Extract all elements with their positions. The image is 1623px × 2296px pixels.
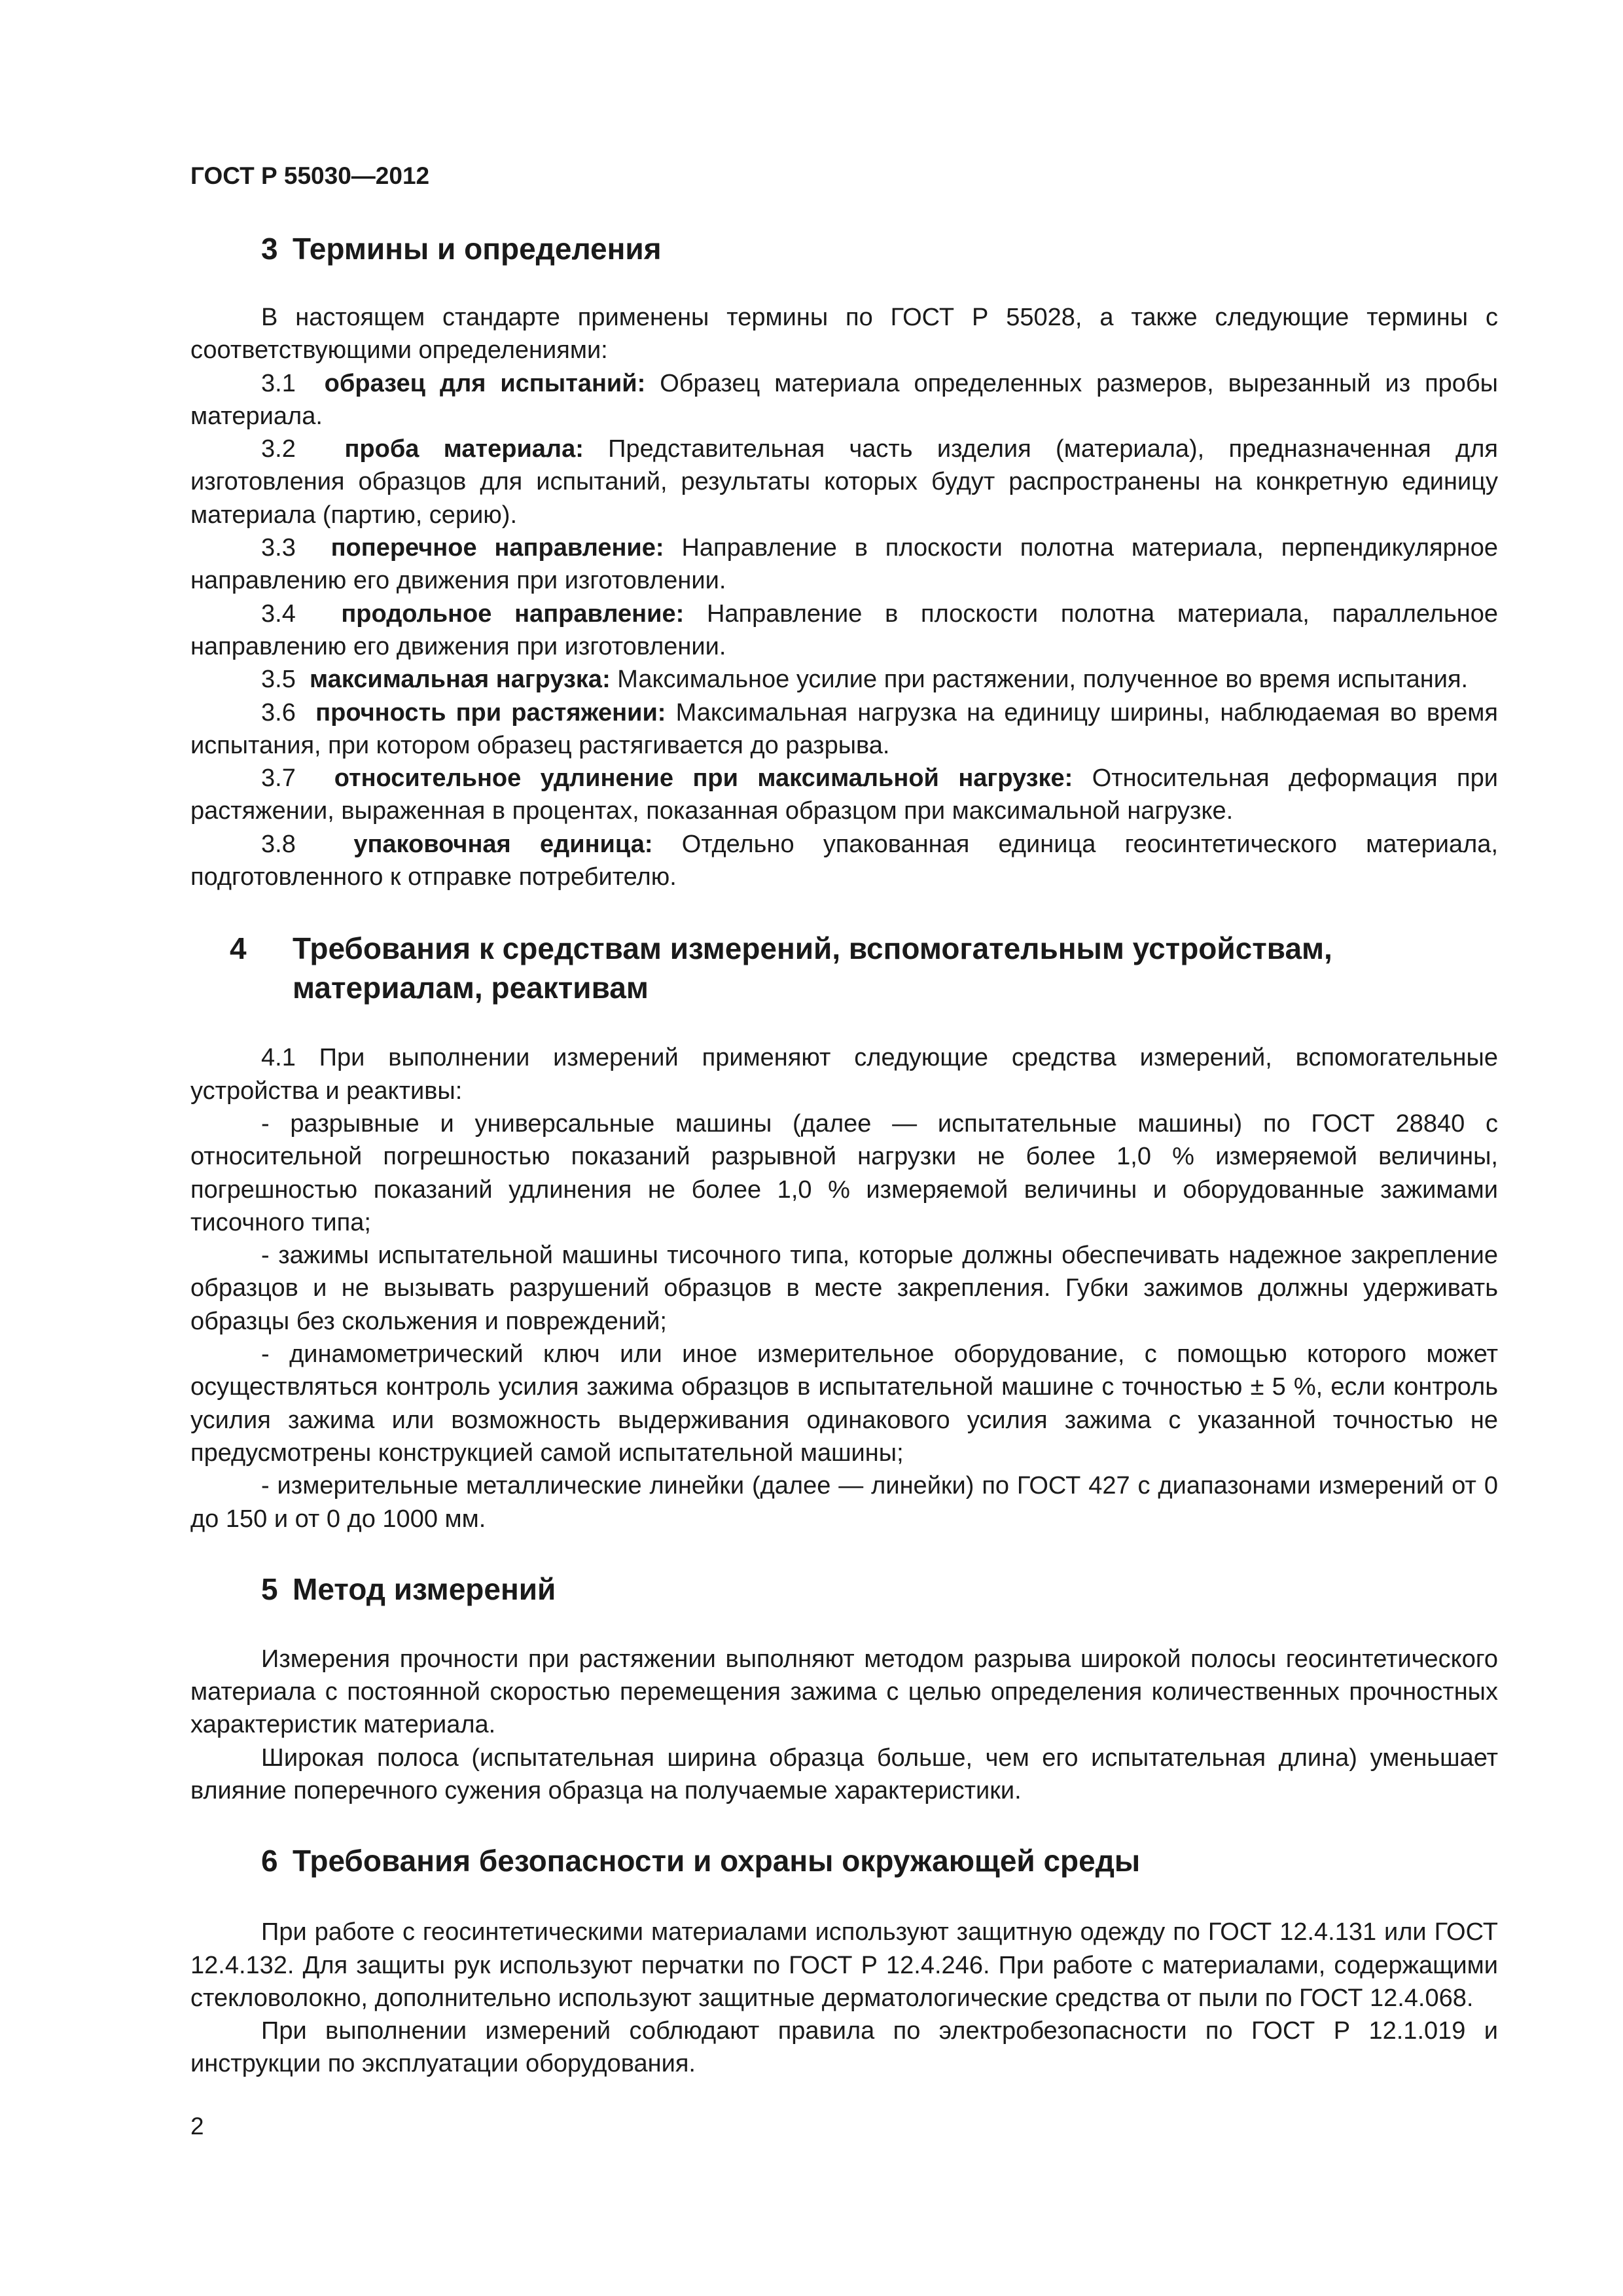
section-title: Требования к средствам измерений, вспомогательным устройствам, материалам, реактивам — [293, 931, 1332, 1005]
term-name: проба материала: — [344, 435, 584, 463]
equipment-list-item: - зажимы испытательной машины тисочного типа, которые должны обеспечивать надежное закрепление образцов и не вызывать разрушений образцов в месте закрепления. Губки зажимов должны удерживать образцы без скольжения и повреждений; — [190, 1242, 1498, 1335]
term-item — [190, 663, 1498, 696]
term-item — [190, 598, 1498, 664]
section-number: 4 — [230, 931, 247, 966]
term-item — [190, 433, 1498, 531]
term-item — [190, 367, 1498, 433]
term-number: 3.4 — [261, 600, 296, 628]
section-5-paragraph: Широкая полоса (испытательная ширина образца больше, чем его испытательная длина) уменьшает влияние поперечного сужения образца на получаемые характеристики. — [190, 1744, 1498, 1804]
section-6-heading — [190, 1841, 1498, 1880]
equipment-list-item: - динамометрический ключ или иное измерительное оборудование, с помощью которого может осуществляться контроль усилия зажима образцов в испытательной машине с точностью ± 5 %, если контроль усилия зажима или возможность выдерживания одинакового усилия зажима с указанной точностью не предусмотрены конструкцией самой испытательной машины; — [190, 1340, 1498, 1467]
section-6-paragraph: При выполнении измерений соблюдают правила по электробезопасности по ГОСТ Р 12.1.019 и инструкции по эксплуатации оборудования. — [190, 2017, 1498, 2078]
term-number: 3.6 — [261, 698, 296, 726]
term-name: поперечное направление: — [330, 534, 664, 562]
section-number: 6 — [261, 1844, 278, 1878]
document-code: ГОСТ Р 55030—2012 — [190, 162, 430, 189]
term-item — [190, 762, 1498, 828]
term-name: максимальная нагрузка: — [309, 666, 611, 694]
section-5-heading — [190, 1570, 1498, 1609]
term-number: 3.8 — [261, 830, 296, 858]
term-number: 3.3 — [261, 534, 296, 562]
section-title: Требования безопасности и охраны окружающей среды — [293, 1844, 1141, 1878]
term-item — [190, 531, 1498, 598]
section-5-paragraph: Измерения прочности при растяжении выполняют методом разрыва широкой полосы геосинтетического материала с постоянной скоростью перемещения зажима с целью определения количественных прочностных характеристик материала. — [190, 1645, 1498, 1739]
term-definition: Образец материала определенных размеров, вырезанный из пробы материала. — [190, 369, 1498, 430]
term-name: прочность при растяжении: — [315, 698, 666, 726]
term-item — [190, 828, 1498, 894]
section-title: Метод измерений — [293, 1571, 556, 1606]
term-definition: Отдельно упакованная единица геосинтетического материала, подготовленного к отправке потребителю. — [190, 830, 1499, 891]
section-6-paragraph: При работе с геосинтетическими материалами используют защитную одежду по ГОСТ 12.4.131 или ГОСТ 12.4.132. Для защиты рук используют перчатки по ГОСТ Р 12.4.246. При работе с материалами, содержащими стекловолокно, дополнительно используют защитные дерматологические средства от пыли по ГОСТ 12.4.068. — [190, 1918, 1498, 2012]
document-body — [190, 229, 1498, 2081]
equipment-list-item: - разрывные и универсальные машины (далее — испытательные машины) по ГОСТ 28840 с относительной погрешностью показаний разрывной нагрузки не более 1,0 % измеряемой величины, погрешностью показаний удлинения не более 1,0 % измеряемой величины и оборудованные зажимами тисочного типа; — [190, 1109, 1498, 1236]
section-number: 5 — [261, 1571, 278, 1606]
terms-list — [190, 367, 1498, 894]
term-name: продольное направление: — [341, 600, 685, 628]
term-number: 3.5 — [261, 666, 296, 694]
term-definition: Представительная часть изделия (материала), предназначенная для изготовления образцов для испытаний, результаты которых будут распространены на конкретную единицу материала (партию, серию). — [190, 435, 1498, 529]
term-name: упаковочная единица: — [353, 830, 653, 858]
term-definition: Максимальная нагрузка на единицу ширины, наблюдаемая во время испытания, при котором образец растягивается до разрыва. — [190, 698, 1499, 759]
section-3-intro: В настоящем стандарте применены термины по ГОСТ Р 55028, а также следующие термины с соответствующими определениями: — [190, 304, 1498, 365]
term-definition: Направление в плоскости полотна материала, перпендикулярное направлению его движения при изготовлении. — [190, 534, 1498, 595]
term-number: 3.7 — [261, 764, 296, 793]
term-definition: Направление в плоскости полотна материала, параллельное направлению его движения при изготовлении. — [190, 600, 1498, 660]
section-title: Термины и определения — [293, 232, 662, 266]
section-4-paragraph: 4.1 При выполнении измерений применяют следующие средства измерений, вспомогательные устройства и реактивы: — [190, 1044, 1498, 1105]
term-name: образец для испытаний: — [324, 369, 646, 397]
equipment-list-item: - измерительные металлические линейки (далее — линейки) по ГОСТ 427 с диапазонами измерений от 0 до 150 и от 0 до 1000 мм. — [190, 1472, 1498, 1533]
term-number: 3.1 — [261, 369, 296, 397]
term-definition: Максимальное усилие при растяжении, полученное во время испытания. — [610, 666, 1469, 694]
section-number: 3 — [261, 232, 278, 266]
term-number: 3.2 — [261, 435, 296, 463]
term-definition: Относительная деформация при растяжении, выраженная в процентах, показанная образцом при максимальной нагрузке. — [190, 764, 1498, 825]
section-3-heading — [190, 229, 1498, 268]
term-item — [190, 696, 1498, 762]
page-number: 2 — [190, 2113, 204, 2140]
term-name: относительное удлинение при максимальной нагрузке: — [334, 764, 1073, 793]
section-4-heading — [190, 929, 1498, 1007]
